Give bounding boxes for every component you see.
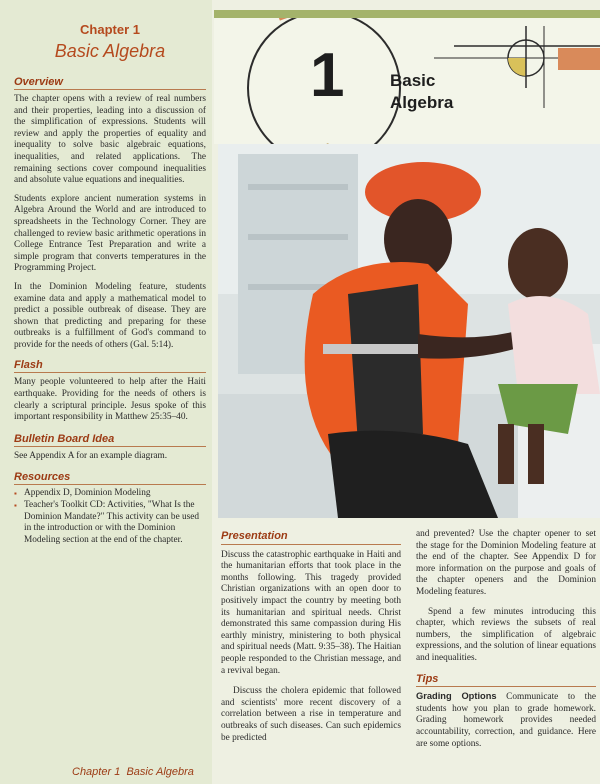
- overview-heading: Overview: [14, 76, 206, 90]
- tips-heading: Tips: [416, 674, 596, 688]
- sidebar: [0, 0, 212, 784]
- chapter-heading-line-2: Algebra: [390, 93, 454, 112]
- bulletin-text: See Appendix A for an example diagram.: [14, 450, 168, 461]
- chapter-photo: [218, 144, 600, 518]
- chapter-number: 1: [310, 41, 345, 110]
- doctor-examining-child-illustration: [218, 144, 600, 518]
- grading-title: Grading Options: [416, 691, 497, 702]
- chapter-opener-header: [214, 18, 600, 144]
- resource-item: ▪ Appendix D, Dominion Modeling: [24, 488, 206, 500]
- flash-heading: Flash: [14, 359, 206, 373]
- chapter-heading-line-1: Basic: [390, 71, 436, 90]
- bulletin-heading: Bulletin Board Idea: [14, 433, 206, 447]
- chapter-label: Chapter 1: [80, 22, 140, 37]
- resources-heading: Resources: [14, 471, 206, 485]
- header-band: [214, 10, 600, 18]
- resource-item: ▪ Teacher's Toolkit CD: Activities, "What Is the Dominion Mandate?" This activity can be used in the introduction or with the Dominion Modeling section at the end of the chapter.: [24, 500, 206, 546]
- chapter-title: Basic Algebra: [54, 41, 166, 61]
- overview-paragraph-3: In the Dominion Modeling feature, students examine data and apply a mathematical model to predict a possible outbreak of disease. They are shown that predicting and preparing for these outbreaks is a fulfillment of God's command to provide for the needs of others (Gal. 5:14).: [14, 281, 206, 350]
- right-paragraph-2: Spend a few minutes introducing this chapter, which reviews the subsets of real numbers, the simplification of algebraic expressions, and the solution of linear equations and inequalities.: [416, 606, 596, 663]
- presentation-heading: Presentation: [221, 531, 401, 545]
- chapter-heading: [390, 70, 453, 114]
- overview-paragraph-2: Students explore ancient numeration systems in Algebra Around the World and are introduced to spreadsheets in the Technology Corner. They are challenged to review basic arithmetic operations in College Entrance Test Preparation and write a simple program that converts temperatures in the Programming Project.: [14, 193, 206, 274]
- presentation-paragraph-1: Discuss the catastrophic earthquake in Haiti and the humanitarian efforts that took place in the months following. This tragedy provided Christian organizations with an open door to positively impact the country by meeting both its humanitarian and spiritual needs. Christ demonstrated this same compassion during His earthly ministry, ministering to both physical and spiritual needs (Matt. 9:35–38). The Haitian people responded to the Christian message, and a revival began.: [221, 549, 401, 676]
- resources-list: [14, 488, 206, 546]
- right-column: [416, 529, 596, 750]
- right-paragraph-1: and prevented? Use the chapter opener to set the stage for the Dominion Modeling feature at the end of the chapter. See Appendix D for more information on the purpose and goals of the chapter openers and the Dominion Modeling features.: [416, 529, 596, 597]
- footer-chapter: Chapter 1: [72, 766, 121, 778]
- footer-title: Basic Algebra: [126, 766, 194, 778]
- presentation-paragraph-2: Discuss the cholera epidemic that followed and scientists' more recent discovery of a correlation between a rise in temperature and outbreaks of such diseases. Can such epidemics be predicted: [221, 686, 401, 743]
- overview-paragraph-1: The chapter opens with a review of real numbers and their properties, leading into a discussion of the simplification of expressions. Students will review and apply the properties of equality and inequality to solve basic algebraic equations, inequalities, and related applications. The remaining sections cover compound inequalities and absolute value equations and inequalities.: [14, 94, 206, 186]
- presentation-column: [221, 531, 401, 744]
- grading-paragraph: [416, 691, 596, 750]
- grading-text: Communicate to the students how you plan to grade homework. Grading homework provides needed accountability, correction, and guidance. Here are some options.: [416, 692, 596, 749]
- flash-text: Many people volunteered to help after the Haiti earthquake. Providing for the needs of others is clearly a scriptural principle. Jesus spoke of this important responsibility in Matthew 25:35–40.: [14, 377, 206, 423]
- page-footer: [72, 766, 194, 778]
